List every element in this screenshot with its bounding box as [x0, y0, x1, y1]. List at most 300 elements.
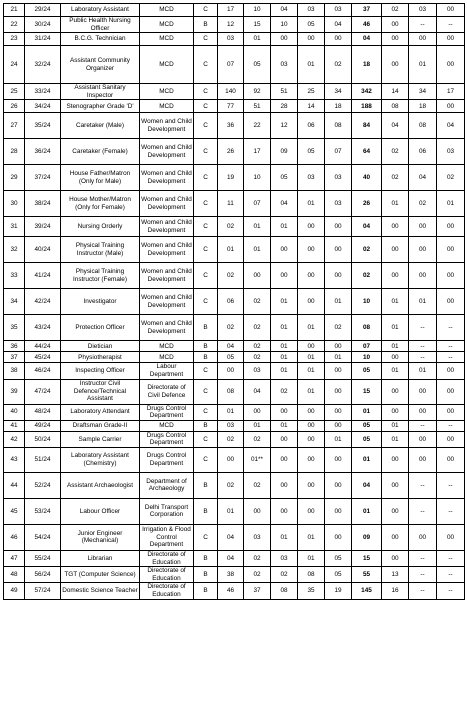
vacancy-cell: 02	[382, 165, 409, 191]
vacancy-cell: 00	[409, 379, 437, 404]
table-row	[4, 363, 465, 379]
group-cell: B	[194, 341, 218, 352]
vacancy-cell: 12	[218, 17, 244, 33]
vacancy-cell: 00	[382, 472, 409, 498]
post-name-cell: Physiotherapist	[61, 352, 140, 363]
vacancy-cell: 19	[325, 583, 352, 599]
vacancy-cell: 02	[244, 315, 271, 341]
serial-number-cell: 47	[4, 550, 25, 566]
vacancy-cell: 01	[409, 289, 437, 315]
vacancy-cell: 01	[298, 352, 325, 363]
post-name-cell: TGT (Computer Science)	[61, 567, 140, 583]
group-cell: C	[194, 217, 218, 237]
department-cell: Women and Child Development	[140, 237, 194, 263]
table-row	[4, 17, 465, 33]
post-code-cell: 52/24	[25, 472, 61, 498]
vacancy-cell: 01	[298, 315, 325, 341]
vacancy-cell: 00	[437, 404, 465, 420]
post-code-cell: 36/24	[25, 139, 61, 165]
vacancy-cell: 37	[244, 583, 271, 599]
post-code-cell: 34/24	[25, 100, 61, 113]
group-cell: B	[194, 583, 218, 599]
vacancy-cell: --	[409, 550, 437, 566]
post-code-cell: 45/24	[25, 352, 61, 363]
total-cell: 01	[352, 498, 382, 524]
table-row	[4, 524, 465, 550]
vacancy-cell: 04	[382, 113, 409, 139]
vacancy-cell: 25	[298, 84, 325, 100]
department-cell: Directorate of Education	[140, 550, 194, 566]
vacancy-cell: 04	[244, 379, 271, 404]
vacancy-cell: 05	[325, 550, 352, 566]
group-cell: B	[194, 17, 218, 33]
vacancy-cell: 04	[271, 191, 298, 217]
vacancy-cell: 01	[325, 431, 352, 447]
vacancy-cell: 00	[437, 447, 465, 472]
vacancy-cell: 00	[437, 379, 465, 404]
total-cell: 04	[352, 217, 382, 237]
vacancy-cell: 34	[409, 84, 437, 100]
vacancy-cell: 05	[325, 567, 352, 583]
vacancy-cell: 01	[271, 289, 298, 315]
table-row	[4, 567, 465, 583]
serial-number-cell: 25	[4, 84, 25, 100]
department-cell: MCD	[140, 4, 194, 17]
vacancy-table-body	[4, 4, 465, 600]
department-cell: MCD	[140, 341, 194, 352]
total-cell: 09	[352, 524, 382, 550]
group-cell: C	[194, 33, 218, 46]
vacancy-cell: 00	[298, 341, 325, 352]
vacancy-cell: 03	[271, 46, 298, 84]
vacancy-cell: 01	[382, 363, 409, 379]
vacancy-cell: --	[409, 472, 437, 498]
vacancy-cell: 06	[298, 113, 325, 139]
department-cell: Women and Child Development	[140, 139, 194, 165]
vacancy-cell: 00	[325, 237, 352, 263]
department-cell: MCD	[140, 352, 194, 363]
serial-number-cell: 38	[4, 363, 25, 379]
table-row	[4, 84, 465, 100]
post-name-cell: Assistant Sanitary Inspector	[61, 84, 140, 100]
serial-number-cell: 34	[4, 289, 25, 315]
table-row	[4, 352, 465, 363]
table-row	[4, 431, 465, 447]
total-cell: 15	[352, 550, 382, 566]
vacancy-cell: 19	[218, 165, 244, 191]
group-cell: B	[194, 550, 218, 566]
total-cell: 188	[352, 100, 382, 113]
vacancy-cell: --	[437, 341, 465, 352]
table-row	[4, 315, 465, 341]
vacancy-cell: 00	[298, 33, 325, 46]
post-name-cell: Instructor Civil Defence/Technical Assistant	[61, 379, 140, 404]
vacancy-cell: 00	[298, 472, 325, 498]
vacancy-cell: --	[437, 17, 465, 33]
post-code-cell: 31/24	[25, 33, 61, 46]
post-name-cell: Librarian	[61, 550, 140, 566]
serial-number-cell: 23	[4, 33, 25, 46]
vacancy-cell: 00	[382, 498, 409, 524]
total-cell: 84	[352, 113, 382, 139]
post-code-cell: 56/24	[25, 567, 61, 583]
vacancy-cell: 00	[382, 404, 409, 420]
vacancy-cell: --	[437, 498, 465, 524]
vacancy-cell: 03	[244, 524, 271, 550]
vacancy-cell: 03	[325, 191, 352, 217]
vacancy-cell: 01	[218, 404, 244, 420]
total-cell: 05	[352, 431, 382, 447]
vacancy-cell: 01	[271, 341, 298, 352]
total-cell: 08	[352, 315, 382, 341]
post-name-cell: Physical Training Instructor (Female)	[61, 263, 140, 289]
vacancy-cell: 01	[298, 550, 325, 566]
vacancy-cell: 00	[409, 263, 437, 289]
vacancy-cell: 00	[218, 447, 244, 472]
group-cell: C	[194, 404, 218, 420]
vacancy-cell: 35	[298, 583, 325, 599]
vacancy-cell: 02	[271, 567, 298, 583]
vacancy-cell: 15	[244, 17, 271, 33]
vacancy-cell: 00	[437, 237, 465, 263]
vacancy-cell: 04	[437, 113, 465, 139]
serial-number-cell: 26	[4, 100, 25, 113]
total-cell: 342	[352, 84, 382, 100]
vacancy-cell: 02	[437, 165, 465, 191]
vacancy-cell: 02	[244, 431, 271, 447]
serial-number-cell: 29	[4, 165, 25, 191]
serial-number-cell: 30	[4, 191, 25, 217]
vacancy-cell: 05	[271, 165, 298, 191]
vacancy-cell: 01	[382, 289, 409, 315]
vacancy-cell: 01	[382, 341, 409, 352]
vacancy-cell: 01	[271, 315, 298, 341]
table-row	[4, 100, 465, 113]
post-code-cell: 33/24	[25, 84, 61, 100]
department-cell: MCD	[140, 46, 194, 84]
total-cell: 55	[352, 567, 382, 583]
vacancy-cell: 00	[325, 472, 352, 498]
vacancy-cell: 08	[298, 567, 325, 583]
serial-number-cell: 44	[4, 472, 25, 498]
vacancy-cell: --	[437, 315, 465, 341]
vacancy-cell: 01**	[244, 447, 271, 472]
total-cell: 40	[352, 165, 382, 191]
vacancy-cell: 34	[325, 84, 352, 100]
vacancy-cell: 17	[244, 139, 271, 165]
vacancy-cell: --	[409, 498, 437, 524]
post-name-cell: Investigator	[61, 289, 140, 315]
group-cell: B	[194, 472, 218, 498]
total-cell: 37	[352, 4, 382, 17]
vacancy-cell: 00	[325, 447, 352, 472]
vacancy-cell: 02	[244, 472, 271, 498]
vacancy-cell: 01	[325, 352, 352, 363]
post-name-cell: Assistant Archaeologist	[61, 472, 140, 498]
vacancy-table	[3, 3, 465, 600]
vacancy-cell: 00	[382, 524, 409, 550]
serial-number-cell: 28	[4, 139, 25, 165]
vacancy-cell: 01	[409, 363, 437, 379]
total-cell: 05	[352, 363, 382, 379]
vacancy-cell: 04	[218, 550, 244, 566]
total-cell: 07	[352, 341, 382, 352]
department-cell: Women and Child Development	[140, 191, 194, 217]
vacancy-cell: 13	[382, 567, 409, 583]
total-cell: 64	[352, 139, 382, 165]
group-cell: B	[194, 315, 218, 341]
group-cell: C	[194, 447, 218, 472]
vacancy-cell: 07	[218, 46, 244, 84]
vacancy-cell: 03	[298, 4, 325, 17]
post-name-cell: Stenographer Grade 'D'	[61, 100, 140, 113]
vacancy-cell: 00	[437, 363, 465, 379]
vacancy-cell: 03	[218, 420, 244, 431]
vacancy-cell: 03	[437, 139, 465, 165]
table-row	[4, 404, 465, 420]
vacancy-cell: 08	[409, 113, 437, 139]
vacancy-cell: --	[437, 567, 465, 583]
vacancy-cell: 04	[218, 341, 244, 352]
serial-number-cell: 43	[4, 447, 25, 472]
department-cell: Drugs Control Department	[140, 431, 194, 447]
vacancy-cell: 01	[382, 315, 409, 341]
total-cell: 15	[352, 379, 382, 404]
group-cell: B	[194, 420, 218, 431]
post-name-cell: Junior Engineer (Mechanical)	[61, 524, 140, 550]
post-code-cell: 49/24	[25, 420, 61, 431]
department-cell: Directorate of Civil Defence	[140, 379, 194, 404]
vacancy-cell: 38	[218, 567, 244, 583]
total-cell: 05	[352, 420, 382, 431]
vacancy-cell: 00	[382, 550, 409, 566]
vacancy-cell: 00	[382, 33, 409, 46]
post-code-cell: 48/24	[25, 404, 61, 420]
vacancy-cell: 05	[298, 17, 325, 33]
table-row	[4, 379, 465, 404]
vacancy-cell: 00	[325, 217, 352, 237]
post-code-cell: 41/24	[25, 263, 61, 289]
post-name-cell: Public Health Nursing Officer	[61, 17, 140, 33]
vacancy-cell: 00	[298, 263, 325, 289]
department-cell: Delhi Transport Corporation	[140, 498, 194, 524]
post-code-cell: 57/24	[25, 583, 61, 599]
vacancy-cell: 01	[298, 524, 325, 550]
group-cell: B	[194, 567, 218, 583]
vacancy-cell: --	[437, 352, 465, 363]
vacancy-cell: 00	[382, 352, 409, 363]
group-cell: C	[194, 431, 218, 447]
post-name-cell: B.C.G. Technician	[61, 33, 140, 46]
vacancy-cell: 00	[271, 431, 298, 447]
vacancy-cell: 00	[382, 237, 409, 263]
post-name-cell: Domestic Science Teacher	[61, 583, 140, 599]
group-cell: C	[194, 113, 218, 139]
department-cell: Labour Department	[140, 363, 194, 379]
department-cell: Drugs Control Department	[140, 447, 194, 472]
vacancy-cell: --	[409, 567, 437, 583]
total-cell: 10	[352, 352, 382, 363]
table-row	[4, 191, 465, 217]
post-name-cell: House Father/Matron (Only for Male)	[61, 165, 140, 191]
total-cell: 04	[352, 33, 382, 46]
post-code-cell: 42/24	[25, 289, 61, 315]
table-row	[4, 263, 465, 289]
total-cell: 01	[352, 404, 382, 420]
table-row	[4, 289, 465, 315]
post-code-cell: 35/24	[25, 113, 61, 139]
vacancy-cell: 08	[271, 583, 298, 599]
vacancy-cell: 02	[325, 46, 352, 84]
vacancy-cell: 00	[298, 420, 325, 431]
department-cell: MCD	[140, 420, 194, 431]
group-cell: C	[194, 363, 218, 379]
table-row	[4, 46, 465, 84]
vacancy-cell: 14	[382, 84, 409, 100]
vacancy-cell: --	[409, 583, 437, 599]
vacancy-cell: 01	[271, 217, 298, 237]
vacancy-cell: 00	[409, 431, 437, 447]
table-row	[4, 139, 465, 165]
post-name-cell: Draftsman Grade-II	[61, 420, 140, 431]
vacancy-cell: 00	[437, 524, 465, 550]
vacancy-cell: --	[409, 420, 437, 431]
post-code-cell: 46/24	[25, 363, 61, 379]
group-cell: C	[194, 191, 218, 217]
vacancy-cell: 05	[244, 46, 271, 84]
table-row	[4, 217, 465, 237]
serial-number-cell: 48	[4, 567, 25, 583]
vacancy-cell: 08	[382, 100, 409, 113]
vacancy-cell: 02	[218, 263, 244, 289]
serial-number-cell: 49	[4, 583, 25, 599]
post-code-cell: 50/24	[25, 431, 61, 447]
vacancy-cell: --	[437, 583, 465, 599]
vacancy-cell: 08	[325, 113, 352, 139]
vacancy-cell: 03	[325, 4, 352, 17]
vacancy-cell: 04	[271, 4, 298, 17]
vacancy-cell: 01	[244, 420, 271, 431]
department-cell: Women and Child Development	[140, 315, 194, 341]
vacancy-cell: 02	[218, 431, 244, 447]
vacancy-cell: 02	[382, 4, 409, 17]
vacancy-cell: 00	[271, 237, 298, 263]
post-name-cell: Dietician	[61, 341, 140, 352]
vacancy-cell: 06	[218, 289, 244, 315]
post-code-cell: 47/24	[25, 379, 61, 404]
vacancy-cell: 02	[244, 567, 271, 583]
vacancy-cell: --	[437, 420, 465, 431]
vacancy-cell: 01	[271, 363, 298, 379]
vacancy-cell: 51	[271, 84, 298, 100]
group-cell: C	[194, 4, 218, 17]
total-cell: 01	[352, 447, 382, 472]
vacancy-cell: 14	[298, 100, 325, 113]
vacancy-cell: 00	[298, 289, 325, 315]
vacancy-cell: 10	[244, 4, 271, 17]
vacancy-cell: 01	[244, 33, 271, 46]
vacancy-cell: 03	[298, 165, 325, 191]
serial-number-cell: 40	[4, 404, 25, 420]
post-name-cell: Laboratory Assistant (Chemistry)	[61, 447, 140, 472]
vacancy-cell: 00	[325, 379, 352, 404]
vacancy-cell: 00	[437, 100, 465, 113]
post-code-cell: 38/24	[25, 191, 61, 217]
table-row	[4, 472, 465, 498]
vacancy-cell: 02	[244, 550, 271, 566]
vacancy-cell: 17	[437, 84, 465, 100]
vacancy-cell: 00	[437, 263, 465, 289]
vacancy-cell: 01	[382, 431, 409, 447]
total-cell: 46	[352, 17, 382, 33]
vacancy-cell: 01	[218, 498, 244, 524]
vacancy-cell: 00	[382, 379, 409, 404]
vacancy-cell: 01	[325, 289, 352, 315]
vacancy-cell: 00	[437, 4, 465, 17]
serial-number-cell: 46	[4, 524, 25, 550]
department-cell: Women and Child Development	[140, 165, 194, 191]
vacancy-cell: 26	[218, 139, 244, 165]
vacancy-cell: 01	[244, 217, 271, 237]
group-cell: C	[194, 139, 218, 165]
vacancy-cell: --	[409, 315, 437, 341]
vacancy-cell: 02	[218, 217, 244, 237]
table-row	[4, 113, 465, 139]
post-name-cell: Assistant Community Organizer	[61, 46, 140, 84]
post-code-cell: 32/24	[25, 46, 61, 84]
vacancy-cell: 77	[218, 100, 244, 113]
vacancy-cell: 01	[298, 363, 325, 379]
vacancy-cell: 03	[271, 550, 298, 566]
vacancy-cell: 00	[325, 404, 352, 420]
vacancy-cell: 51	[244, 100, 271, 113]
total-cell: 145	[352, 583, 382, 599]
department-cell: MCD	[140, 100, 194, 113]
department-cell: Drugs Control Department	[140, 404, 194, 420]
vacancy-cell: 01	[218, 237, 244, 263]
vacancy-cell: 05	[298, 139, 325, 165]
serial-number-cell: 42	[4, 431, 25, 447]
vacancy-cell: 00	[382, 447, 409, 472]
vacancy-cell: 01	[271, 352, 298, 363]
vacancy-cell: 18	[325, 100, 352, 113]
table-row	[4, 33, 465, 46]
vacancy-cell: 12	[271, 113, 298, 139]
group-cell: C	[194, 379, 218, 404]
vacancy-cell: 00	[298, 431, 325, 447]
vacancy-cell: 04	[218, 524, 244, 550]
vacancy-cell: 00	[218, 363, 244, 379]
vacancy-cell: 06	[409, 139, 437, 165]
vacancy-cell: 00	[325, 363, 352, 379]
post-code-cell: 30/24	[25, 17, 61, 33]
vacancy-cell: 00	[409, 447, 437, 472]
vacancy-cell: 02	[218, 315, 244, 341]
table-row	[4, 4, 465, 17]
total-cell: 04	[352, 472, 382, 498]
vacancy-cell: 00	[409, 404, 437, 420]
vacancy-cell: 00	[298, 237, 325, 263]
post-code-cell: 51/24	[25, 447, 61, 472]
post-name-cell: Caretaker (Female)	[61, 139, 140, 165]
vacancy-cell: 00	[409, 33, 437, 46]
vacancy-cell: 92	[244, 84, 271, 100]
post-name-cell: House Mother/Matron (Only for Female)	[61, 191, 140, 217]
vacancy-cell: 02	[271, 379, 298, 404]
vacancy-cell: 00	[271, 498, 298, 524]
post-name-cell: Laboratory Attendant	[61, 404, 140, 420]
group-cell: C	[194, 165, 218, 191]
